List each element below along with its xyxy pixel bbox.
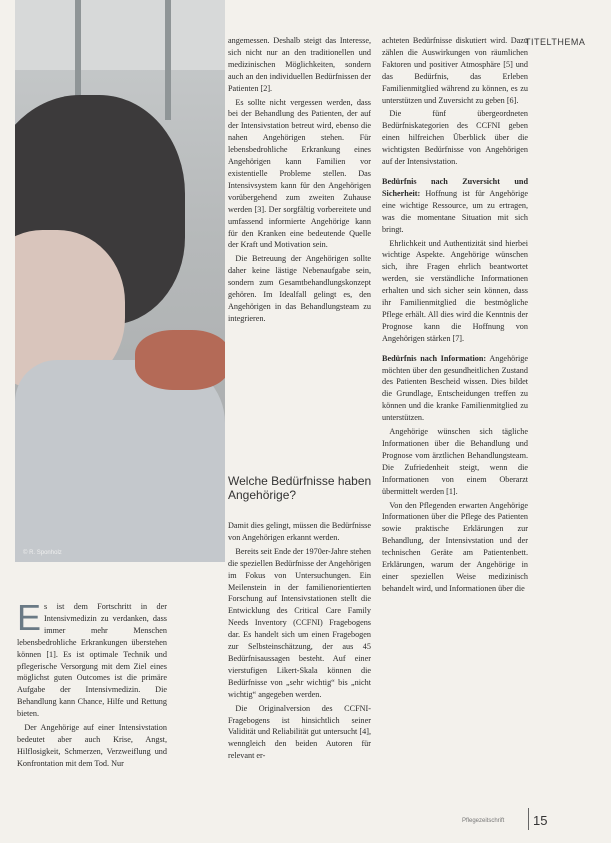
subheading: Bedürfnis nach Zuversicht und Sicherheit: bbox=[382, 176, 528, 198]
photo-collar bbox=[135, 330, 225, 390]
photo-stripe bbox=[165, 0, 171, 120]
paragraph: Damit dies gelingt, müssen die Bedürfnisse von Angehörigen erkannt werden. bbox=[228, 521, 371, 542]
paragraph: Der Angehörige auf einer Intensivstation bedeutet aber auch Krise, Angst, Hilflosigkeit, Schmerzen, Verzweiflung und Konfrontation mit dem Tod. Nur bbox=[17, 723, 167, 768]
paragraph: Die Betreuung der Angehörigen sollte daher keine lästige Nebenaufgabe sein, sondern zum Gesamtbehandlungskonzept gehören. Im Idealfall gelingt es, den Angehörigen in das Behandlungsteam zu integrieren. bbox=[228, 254, 371, 323]
paragraph: Ehrlichkeit und Authentizität sind hierbei wichtige Aspekte. Angehörige wünschen sich, ihre Fragen ehrlich beantwortet werden, sie verständliche Informationen erhalten und sich sicher sein können, dass ihr Familienmitglied die bestmögliche Pflege erhält. All dies wird die Kenntnis der Prognose kann die Hoffnung von Angehörigen stärken [7]. bbox=[382, 238, 528, 343]
paragraph bbox=[382, 353, 528, 424]
drop-cap: E bbox=[17, 601, 42, 638]
section-heading: Welche Bedürfnisse haben Angehörige? bbox=[228, 474, 372, 502]
paragraph-text: Hoffnung ist für Angehörige eine wichtige Ressource, um zu ertragen, was die momentane Situation mit sich bringt. bbox=[382, 188, 528, 234]
paragraph-text: Angehörige möchten über den gesundheitlichen Zustand des Patienten Bescheid wissen. Dies bildet die Grundlage, Entscheidungen treffen zu können und die kranke Familienmitglied zu unterstützen. bbox=[382, 353, 528, 423]
paragraph: Die fünf übergeordneten Bedürfniskategorien des CCFNI geben einen hilfreichen Überblick über die wichtigsten Bedürfnisse von Angehörigen auf der Intensivstation. bbox=[382, 109, 528, 167]
folio-divider bbox=[528, 808, 529, 830]
paragraph-text: s ist dem Fortschritt in der Intensivmedizin zu verdanken, dass immer mehr Menschen lebensbedrohliche Erkrankungen überstehen können [1]. Es ist optimale Technik und pflegerische Versorgung mit dem Ziel eines möglichst guten Outcomes ist die primäre Aufgabe der Intensivmedizin. Die Behandlung kann Chance, Hilfe und Rettung bieten. bbox=[17, 602, 167, 719]
paragraph: Angehörige wünschen sich tägliche Informationen über die Behandlung und Prognose vom ärztlichen Behandlungsteam. Die Zufriedenheit steigt, wenn die Informationen von einem Oberarzt übermittelt werden [1]. bbox=[382, 427, 528, 496]
column-1 bbox=[17, 601, 167, 821]
journal-name: Pflegezeitschrift bbox=[462, 818, 505, 824]
column-3 bbox=[382, 35, 528, 820]
paragraph: Die Originalversion des CCFNI-Fragebogens ist hinsichtlich seiner Validität und Reliabilität gut untersucht [4], wenngleich den beiden Autoren für relevant er- bbox=[228, 703, 371, 761]
photo-ceiling bbox=[15, 0, 225, 70]
paragraph: Von den Pflegenden erwarten Angehörige Informationen über die Pflege des Patienten sowie praktische Erklärungen zur Behandlung, der Intensivstation und der technischen Geräte am Patientenbett. Erklärungen, warum der Angehörige in einer speziellen Weise medizinisch behandelt wird, und Informationen über die bbox=[382, 500, 528, 593]
paragraph: Bereits seit Ende der 1970er-Jahre stehen die speziellen Bedürfnisse der Angehörigen im Fokus von Untersuchungen. Ein Meilenstein in der familienorientierten Forschung auf Intensivstationen stellt die Entwicklung des Critical Care Family Needs Inventory (CCFNI) Fragebogens dar. Es handelt sich um einen Fragebogen zur Selbsteinschätzung, der aus 45 Bedürfnisaussagen besteht. Auf einer vierstufigen Likert-Skala können die Bedürfnisse von „sehr wichtig“ bis „nicht wichtig“ angegeben werden. bbox=[228, 546, 371, 699]
paragraph: Es sollte nicht vergessen werden, dass bei der Behandlung des Patienten, der auf der Intensivstation betreut wird, ebenso die nahen Angehörigen stehen. Für lebensbedrohliche Erkrankung eines Angehörigen kann Familien vor existentielle Probleme stellen. Das Intensivsystem kann für den Angehörigen vorübergehend zum zweiten Zuhause werden [3]. Der sorgfältig vorbereitete und umfassend informierte Angehörige kann für den Kranken eine bedeutende Quelle der Kraft und Motivation sein. bbox=[228, 97, 371, 250]
paragraph: achteten Bedürfnisse diskutiert wird. Dazu zählen die Auswirkungen von räumlichen Faktoren und positiver Atmosphäre [5] und das Bedürfnis, das Erleben Familienmitglied während zu können, es zu unterstützen und Zuversicht zu geben [6]. bbox=[382, 36, 528, 105]
paragraph bbox=[17, 601, 167, 720]
page-number: 15 bbox=[533, 813, 548, 828]
subheading: Bedürfnis nach Information: bbox=[382, 353, 487, 363]
paragraph bbox=[382, 176, 528, 236]
column-2-lower bbox=[228, 520, 371, 825]
section-tag: TITELTHEMA bbox=[525, 37, 586, 47]
photo-shirt bbox=[15, 360, 225, 562]
cover-photo bbox=[15, 0, 225, 562]
paragraph: angemessen. Deshalb steigt das Interesse, sich nicht nur an den traditionellen und medizinischen Möglichkeiten, sondern auch an den individuellen Bedürfnissen der Patienten [2]. bbox=[228, 36, 371, 93]
photo-caption: © R. Sponholz bbox=[23, 550, 62, 556]
column-2 bbox=[228, 35, 371, 465]
